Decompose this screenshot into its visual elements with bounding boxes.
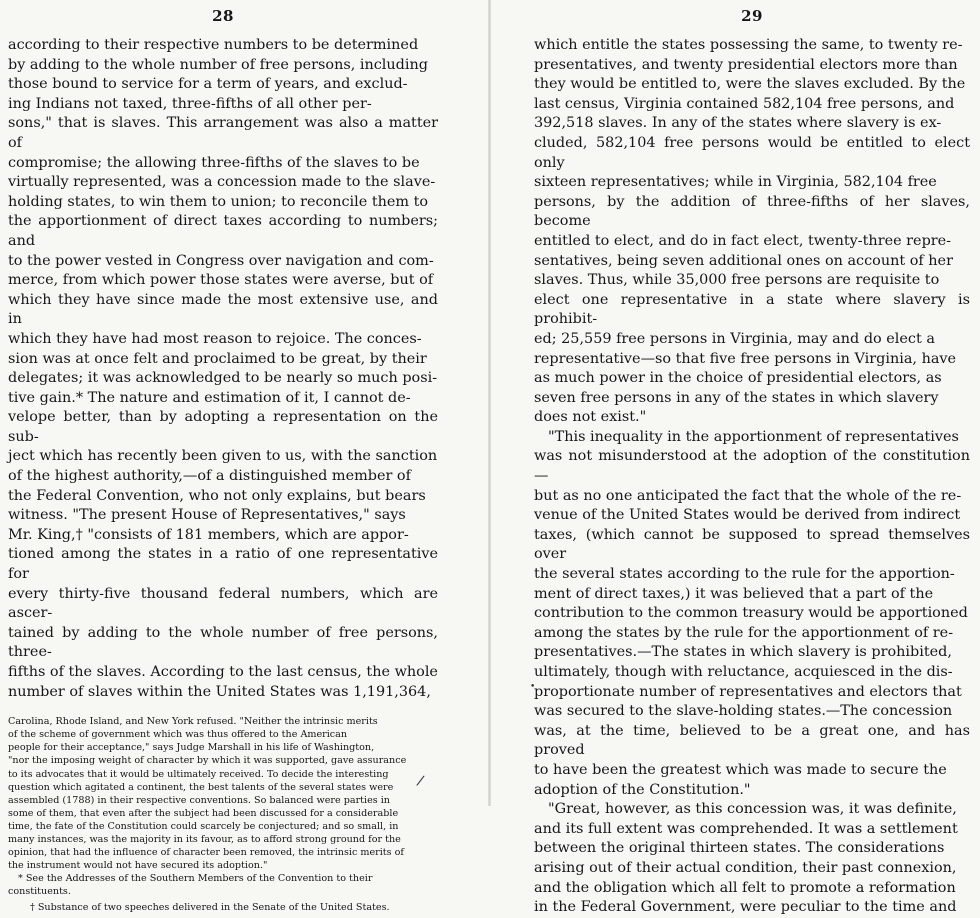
footnote: * See the Addresses of the Southern Members of the Convention to their constituents. <box>8 873 373 898</box>
body-text <box>8 36 438 702</box>
stray-mark: / <box>415 772 426 790</box>
left-page <box>0 0 490 913</box>
right-page <box>490 0 980 916</box>
paragraph: which entitle the states possessing the same, to twenty re- presentatives, and twenty presidential electors more than they would be entitled to, were the slaves excluded. By the last census, Virginia contained 582,104 free persons, and 392,518 slaves. In any of the states where slavery is ex- cluded, 582,104 free persons would be entitled to elect only sixteen representatives; while in Virginia, 582,104 free persons, by the addition of three-fifths of her slaves, become entitled to elect, and do in fact elect, twenty-three repre- sentatives, being seven additional ones on account of her slaves. Thus, while 35,000 free persons are requisite to elect one representative in a state where slavery is prohibit- ed; 25,559 free persons in Virginia, may and do elect a representative—so that five free persons in Virginia, have as much power in the choice of presidential electors, as seven free persons in any of the states in which slavery does not exist." <box>534 37 970 426</box>
body-text <box>534 36 970 918</box>
page-number: 29 <box>741 7 763 25</box>
stray-mark: • <box>530 682 536 692</box>
paragraph: according to their respective numbers to be determined by adding to the whole number of free persons, including those bound to service for a term of years, and exclud- ing Indians not taxed, three-fifths of all other per- sons," that is slaves. This arrangement was also a matter of compromise; the allowing three-fifths of the slaves to be virtually represented, was a concession made to the slave- holding states, to win them to union; to reconcile them to the apportionment of direct taxes according to numbers; and to the power vested in Congress over navigation and com- merce, from which power those states were averse, but of which they have since made the most extensive use, and in which they have had most reason to rejoice. The conces- sion was at once felt and proclaimed to be great, by their delegates; it was acknowledged to be nearly so much posi- tive gain.* The nature and estimation of it, I cannot de- velope better, than by adopting a representation on the sub- ject which has recently been given to us, with the sanction of the highest authority,—of a distinguished member of the Federal Convention, who not only explains, but bears witness. "The present House of Representatives," says Mr. King,† "consists of 181 members, which are appor- tioned among the states in a ratio of one representative for every thirty-five thousand federal numbers, which are ascer- tained by adding to the whole number of free persons, three- fifths of the slaves. According to the last census, the whole number of slaves within the United States was 1,191,364, <box>8 37 438 700</box>
footnote: Carolina, Rhode Island, and New York refused. "Neither the intrinsic merits of the scheme of government which was thus offered to the American people for their acceptance," says Judge Marshall in his life of Washington, "nor the imposing weight of character by which it was supported, gave assurance to its advocates that it would be ultimately received. To decide the interesting question which agitated a continent, the best talents of the several states were assembled (1788) in their respective conventions. So balanced were parties in some of them, that even after the subject had been discussed for a considerable time, the fate of the Constitution could scarcely be conjectured; and so small, in many instances, was the majority in its favour, as to afford strong ground for the opinion, that had the influence of character been removed, the intrinsic merits of the instrument would not have secured its adoption." <box>8 716 407 872</box>
footnotes <box>8 715 438 913</box>
paragraph: "This inequality in the apportionment of representatives was not misunderstood at the adoption of the constitution— but as no one anticipated the fact that the whole of the re- venue of the United States would be derived from indirect taxes, (which cannot be supposed to spread themselves over the several states according to the rule for the apportion- ment of direct taxes,) it was believed that a part of the contribution to the common treasury would be apportioned among the states by the rule for the apportionment of re- presentatives.—The states in which slavery is prohibited, ultimately, though with reluctance, acquiesced in the dis- proportionate number of representatives and electors that was secured to the slave-holding states.—The concession was, at the time, believed to be a great one, and has proved to have been the greatest which was made to secure the adoption of the Constitution." <box>534 428 970 798</box>
paragraph: "Great, however, as this concession was, it was definite, and its full extent was comprehended. It was a settlement between the original thirteen states. The considerations arising out of their actual condition, their past connexion, and the obligation which all felt to promote a reformation in the Federal Government, were peculiar to the time and <box>534 801 958 916</box>
page-number: 28 <box>212 7 234 25</box>
footnote: † Substance of two speeches delivered in the Senate of the United States. <box>30 901 390 913</box>
